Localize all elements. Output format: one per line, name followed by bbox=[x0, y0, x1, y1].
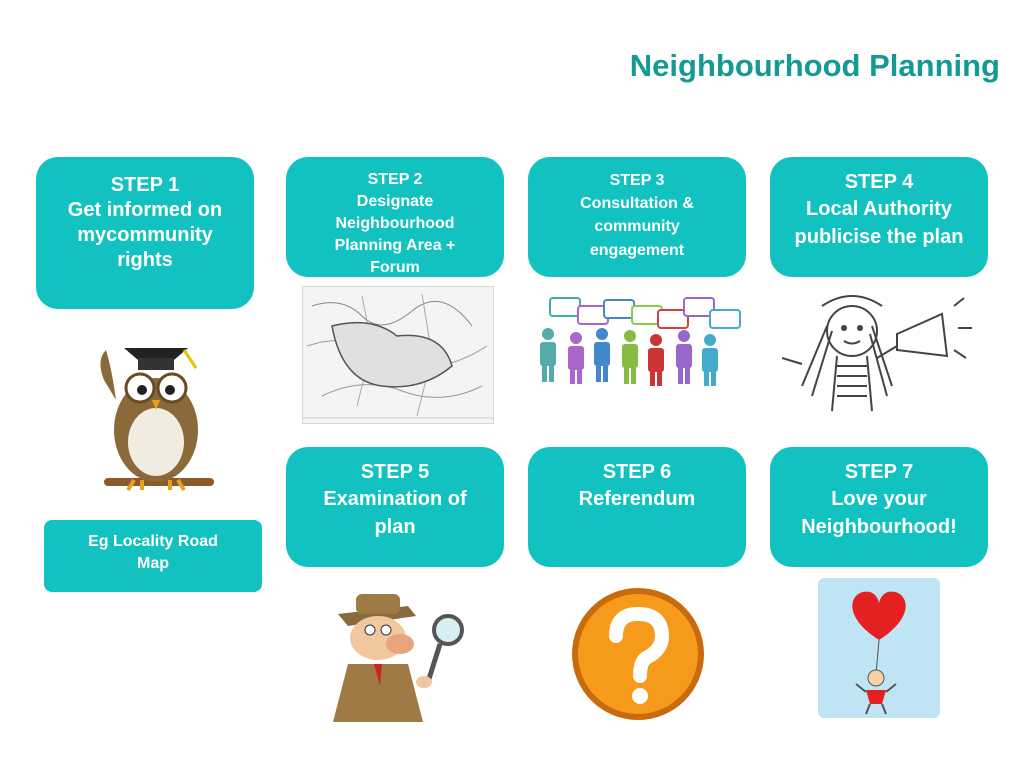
question-mark-icon bbox=[568, 584, 708, 724]
step-3-box bbox=[528, 157, 746, 277]
step-7-box bbox=[770, 447, 988, 567]
heart-balloon-icon bbox=[818, 578, 940, 718]
megaphone-girl-icon bbox=[782, 286, 982, 414]
step-7-heading: STEP 7 bbox=[844, 461, 914, 483]
step-4-heading: STEP 4 bbox=[844, 171, 914, 193]
step-2-text: Designate Neighbourhood Planning Area + Forum bbox=[334, 193, 456, 277]
step-2-heading: STEP 2 bbox=[367, 171, 423, 188]
step-4-text: Local Authority publicise the plan bbox=[794, 198, 964, 248]
step-1-text: Get informed on mycommunity rights bbox=[67, 199, 223, 271]
step-7-text: Love your Neighbourhood! bbox=[801, 488, 957, 538]
step-3-text: Consultation & community engagement bbox=[580, 195, 694, 259]
step-1-box bbox=[36, 157, 254, 309]
step-1-heading: STEP 1 bbox=[110, 174, 180, 196]
step-5-text: Examination of plan bbox=[323, 488, 467, 538]
step-3-heading: STEP 3 bbox=[609, 172, 665, 189]
step-6-heading: STEP 6 bbox=[602, 461, 672, 483]
detective-magnifier-icon bbox=[328, 586, 468, 722]
step-2-box bbox=[286, 157, 504, 277]
example-box-text: Eg Locality Road Map bbox=[88, 533, 218, 573]
step-5-heading: STEP 5 bbox=[360, 461, 430, 483]
step-6-text: Referendum bbox=[578, 488, 696, 511]
example-box bbox=[44, 520, 262, 592]
people-speech-icon bbox=[534, 296, 746, 388]
step-6-box bbox=[528, 447, 746, 567]
step-5-box bbox=[286, 447, 504, 567]
area-map-icon bbox=[302, 286, 494, 424]
step-4-box bbox=[770, 157, 988, 277]
page-title: Neighbourhood Planning bbox=[629, 48, 1000, 83]
owl-graduate-icon bbox=[84, 330, 224, 505]
